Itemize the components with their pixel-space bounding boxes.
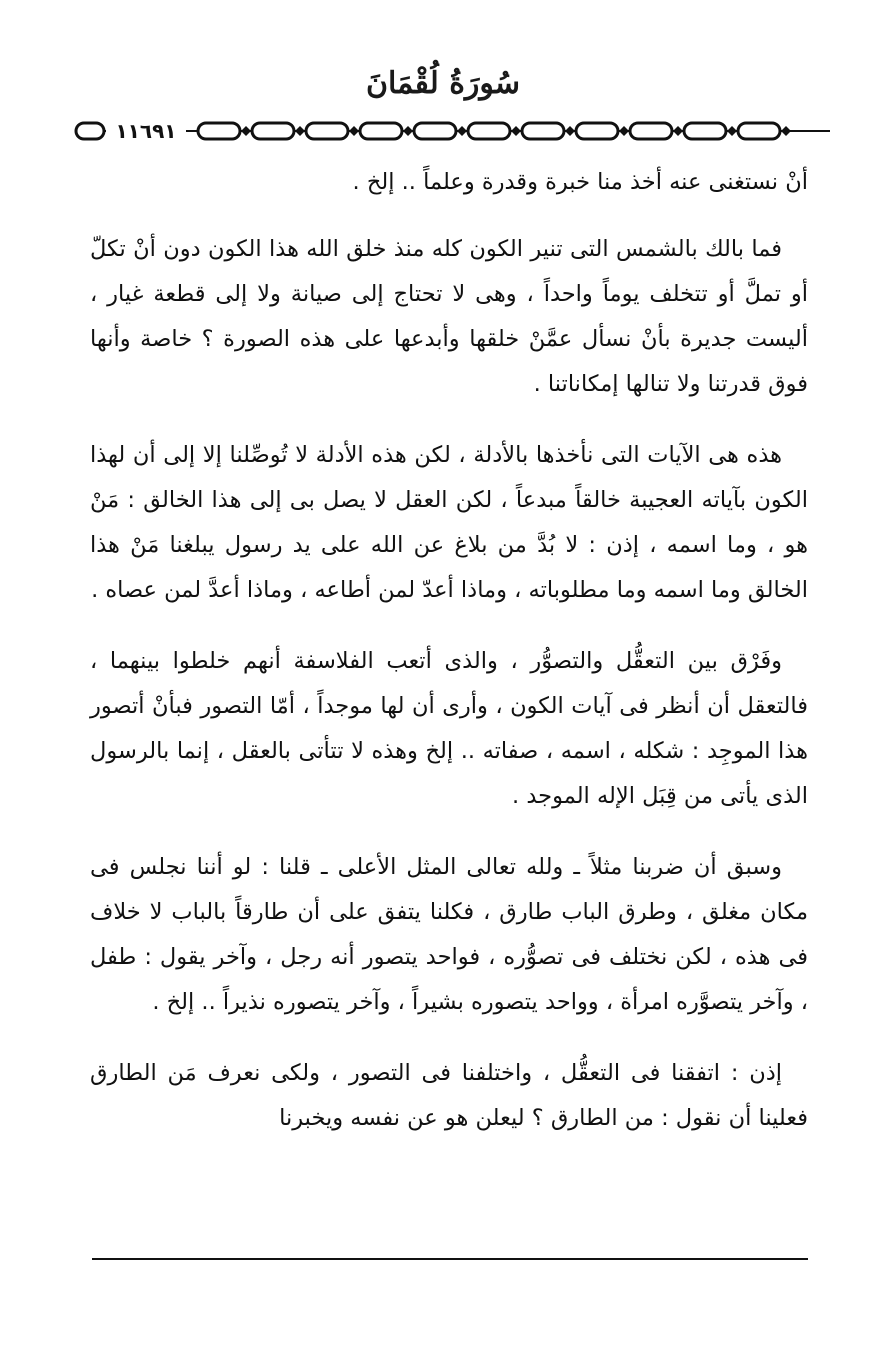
paragraph-4: وفَرْق بين التعقُّل والتصوُّر ، والذى أتعب الفلاسفة أنهم خلطوا بينهما ، فالتعقل أن أنظر فى آيات الكون ، وأرى أن لها موجداً ، أمّا التصور فبأنْ أتصور هذا الموجِد : شكله ، اسمه ، صفاته .. إلخ وهذه لا تتأتى بالعقل ، إنما بالرسول الذى يأتى من قِبَل الإله الموجد . bbox=[90, 648, 808, 809]
surah-title: سُورَةُ لُقْمَانَ bbox=[365, 66, 521, 101]
paragraph-2: فما بالك بالشمس التى تنير الكون كله منذ خلق الله هذا الكون دون أنْ تكلّ أو تملَّ أو تتخلف يوماً واحداً ، وهى لا تحتاج إلى صيانة ولا إلى قطعة غيار ، أليست جديرة بأنْ نسأل عمَّنْ خلقها وأبدعها على هذه الصورة ؟ خاصة وأنها فوق قدرتنا ولا تنالها إمكاناتنا . bbox=[90, 236, 808, 397]
main-text bbox=[90, 160, 808, 1167]
footer-rule bbox=[92, 1258, 808, 1260]
chain-ornament-icon bbox=[74, 114, 834, 148]
paragraph-6: إذن : اتفقنا فى التعقُّل ، واختلفنا فى التصور ، ولكى نعرف مَن الطارق فعلينا أن نقول : من الطارق ؟ ليعلن هو عن نفسه ويخبرنا bbox=[90, 1060, 808, 1131]
page-number: ١١٦٩١ bbox=[106, 116, 186, 146]
paragraph-5: وسبق أن ضربنا مثلاً ـ ولله تعالى المثل الأعلى ـ قلنا : لو أننا نجلس فى مكان مغلق ، وطرق الباب طارق ، فكلنا يتفق على أن طارقاً بالباب لا خلاف فى هذه ، لكن نختلف فى تصوُّره ، فواحد يتصور أنه رجل ، وآخر يقول : طفل ، وآخر يتصوَّره امرأة ، وواحد يتصوره بشيراً ، وآخر يتصوره نذيراً .. إلخ . bbox=[90, 854, 808, 1015]
paragraph-3: هذه هى الآيات التى نأخذها بالأدلة ، لكن هذه الأدلة لا تُوصِّلنا إلا إلى أن لهذا الكون بآياته العجيبة خالقاً مبدعاً ، لكن العقل لا يصل بى إلى هذا الخالق : مَنْ هو ، وما اسمه ، إذن : لا بُدَّ من بلاغ عن الله على يد رسول يبلغنا مَنْ هذا الخالق وما اسمه وما مطلوباته ، وماذا أعدّ لمن أطاعه ، وماذا أعدَّ لمن عصاه . bbox=[90, 442, 808, 603]
decorative-chain-border bbox=[74, 114, 834, 148]
paragraph-1: أنْ نستغنى عنه أخذ منا خبرة وقدرة وعلماً .. إلخ . bbox=[352, 169, 808, 195]
